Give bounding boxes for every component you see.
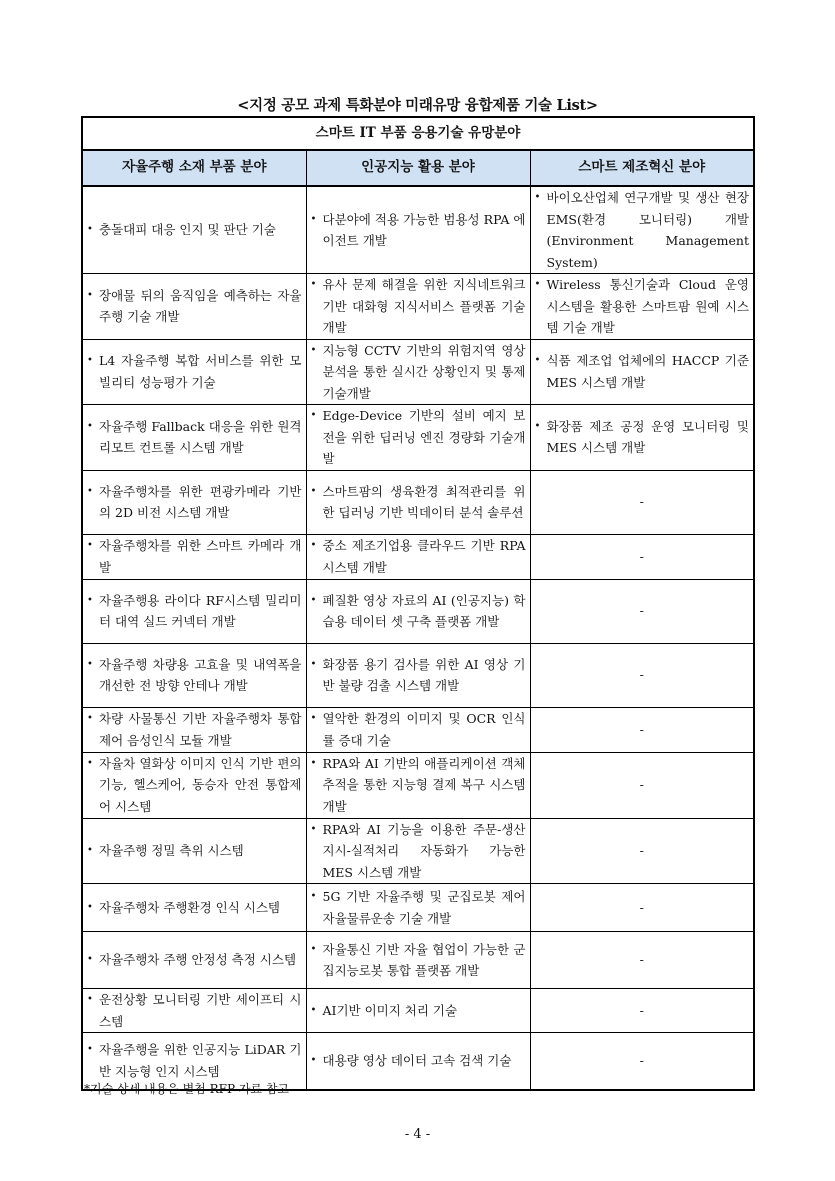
cell-ai	[306, 405, 530, 471]
cell-text: 유사 문제 해결을 위한 지식네트워크 기반 대화형 지식서비스 플랫폼 기술개발	[322, 277, 526, 335]
cell-text: 장애물 뒤의 움직임을 예측하는 자율주행 기술 개발	[99, 287, 302, 325]
column-header-autonomous: 자율주행 소재 부품 분야	[82, 150, 306, 186]
cell-ai	[306, 579, 530, 643]
cell-smart-manufacturing: -	[530, 989, 754, 1033]
cell-content	[87, 840, 302, 862]
table-row	[82, 884, 754, 932]
cell-ai	[306, 534, 530, 579]
cell-text: 자율주행차를 위한 편광카메라 기반의 2D 비전 시스템 개발	[99, 483, 302, 520]
cell-text: 지능형 CCTV 기반의 위험지역 영상분석을 통한 실시간 상황인지 및 통제 기술개발	[322, 342, 526, 401]
cell-text: 5G 기반 자율주행 및 군집로봇 제어 자율물류운송 기술 개발	[322, 889, 526, 926]
bullet-icon: •	[310, 891, 317, 902]
cell-content	[535, 274, 750, 339]
bullet-icon: •	[87, 420, 93, 432]
cell-content	[311, 1000, 526, 1022]
bullet-icon: •	[87, 757, 93, 769]
cell-text: 중소 제조기업용 클라우드 기반 RPA 시스템 개발	[322, 538, 526, 575]
cell-text: 차량 사물통신 기반 자율주행차 통합제어 음성인식 모듈 개발	[99, 711, 302, 748]
cell-text: 자율주행용 라이다 RF시스템 밀리미터 대역 실드 커넥터 개발	[99, 592, 302, 629]
bullet-icon: •	[87, 540, 93, 551]
cell-content	[535, 350, 750, 393]
bullet-icon: •	[310, 658, 317, 670]
cell-smart-manufacturing: -	[530, 579, 754, 643]
cell-content	[311, 209, 526, 252]
cell-smart-manufacturing	[530, 274, 754, 340]
cell-ai	[306, 1033, 530, 1090]
cell-text: 충돌대피 대응 인지 및 판단 기술	[99, 222, 276, 238]
cell-text: L4 자율주행 복합 서비스를 위한 모빌리티 성능평가 기술	[99, 353, 302, 390]
cell-content	[87, 219, 302, 241]
bullet-icon: •	[310, 344, 317, 356]
bullet-icon: •	[310, 757, 317, 769]
cell-autonomous	[82, 579, 306, 643]
bullet-icon: •	[87, 954, 93, 966]
cell-autonomous	[82, 534, 306, 579]
bullet-icon: •	[534, 192, 541, 203]
cell-content	[87, 285, 302, 328]
table-row	[82, 405, 754, 471]
cell-smart-manufacturing: -	[530, 534, 754, 579]
cell-smart-manufacturing	[530, 186, 754, 274]
bullet-icon: •	[87, 845, 93, 856]
cell-ai	[306, 752, 530, 818]
table-row	[82, 932, 754, 989]
cell-autonomous	[82, 186, 306, 274]
bullet-icon: •	[87, 594, 93, 606]
footnote: *기술 상세 내용은 별첨 RFP 자료 참고	[84, 1082, 290, 1096]
table-row	[82, 707, 754, 752]
cell-content	[87, 416, 302, 459]
cell-autonomous	[82, 989, 306, 1033]
cell-content	[87, 753, 302, 818]
column-header-smart-manufacturing: 스마트 제조혁신 분야	[530, 150, 754, 186]
cell-content	[87, 590, 302, 633]
cell-text: 운전상황 모니터링 기반 세이프티 시스템	[99, 992, 302, 1029]
cell-autonomous	[82, 643, 306, 707]
cell-text: Wireless 통신기술과 Cloud 운영 시스템을 활용한 스마트팜 원예 시스템 기술 개발	[546, 277, 750, 335]
cell-autonomous	[82, 470, 306, 534]
cell-smart-manufacturing: -	[530, 643, 754, 707]
cell-text: 화장품 제조 공정 운영 모니터링 및 MES 시스템 개발	[546, 418, 750, 456]
table-body	[82, 186, 754, 1090]
bullet-icon: •	[310, 540, 317, 551]
bullet-icon: •	[87, 355, 93, 367]
cell-smart-manufacturing: -	[530, 932, 754, 989]
cell-text: 자율주행차를 위한 스마트 카메라 개발	[99, 538, 302, 575]
cell-autonomous	[82, 274, 306, 340]
cell-content	[311, 708, 526, 751]
cell-content	[311, 819, 526, 884]
cell-text: 자율주행차 주행 안정성 측정 시스템	[99, 952, 297, 968]
cell-text: RPA와 AI 기반의 애플리케이션 객체추적을 통한 지능형 결제 복구 시스템 개발	[322, 755, 526, 814]
cell-content	[87, 897, 302, 919]
table-row	[82, 643, 754, 707]
bullet-icon: •	[310, 713, 317, 724]
cell-smart-manufacturing: -	[530, 752, 754, 818]
cell-ai	[306, 932, 530, 989]
bullet-icon: •	[87, 713, 93, 724]
cell-autonomous	[82, 707, 306, 752]
cell-text: 폐질환 영상 자료의 AI (인공지능) 학습용 데이터 셋 구축 플랫폼 개발	[322, 592, 526, 629]
cell-autonomous	[82, 405, 306, 471]
bullet-icon: •	[310, 485, 317, 497]
cell-smart-manufacturing: -	[530, 884, 754, 932]
bullet-icon: •	[310, 213, 317, 225]
table-row	[82, 989, 754, 1033]
cell-autonomous	[82, 884, 306, 932]
bullet-icon: •	[87, 289, 93, 301]
cell-content	[87, 989, 302, 1032]
cell-content	[87, 708, 302, 751]
bullet-icon: •	[87, 994, 93, 1005]
cell-content	[311, 340, 526, 405]
cell-content	[311, 753, 526, 818]
table-row	[82, 752, 754, 818]
bullet-icon: •	[534, 355, 541, 367]
cell-ai	[306, 884, 530, 932]
table-row	[82, 579, 754, 643]
cell-smart-manufacturing: -	[530, 1033, 754, 1090]
cell-text: 자율주행차 주행환경 인식 시스템	[99, 899, 280, 915]
cell-content	[87, 535, 302, 578]
bullet-icon: •	[87, 224, 93, 236]
page-number: - 4 -	[404, 1127, 431, 1142]
cell-ai	[306, 186, 530, 274]
bullet-icon: •	[310, 823, 317, 835]
column-header-ai: 인공지능 활용 분야	[306, 150, 530, 186]
cell-text: 대용량 영상 데이터 고속 검색 기술	[322, 1053, 512, 1068]
cell-ai	[306, 989, 530, 1033]
cell-content	[311, 939, 526, 982]
cell-text: AI기반 이미지 처리 기술	[322, 1002, 458, 1018]
cell-autonomous	[82, 818, 306, 884]
bullet-icon: •	[310, 1004, 317, 1016]
cell-content	[311, 886, 526, 929]
table-row	[82, 339, 754, 405]
table-row	[82, 818, 754, 884]
bullet-icon: •	[534, 420, 541, 432]
cell-text: 스마트팜의 생육환경 최적관리를 위한 딥러닝 기반 빅데이터 분석 솔루션	[322, 483, 526, 520]
bullet-icon: •	[310, 279, 317, 290]
tech-list-table	[81, 116, 755, 1091]
bullet-icon: •	[534, 279, 541, 290]
section-header-row	[82, 117, 754, 150]
cell-text: 자율주행 차량용 고효율 및 내역폭을 개선한 전 방향 안테나 개발	[99, 656, 302, 693]
cell-text: 자율통신 기반 자율 협업이 가능한 군집지능로봇 통합 플랫폼 개발	[322, 941, 526, 978]
cell-ai	[306, 643, 530, 707]
cell-smart-manufacturing: -	[530, 470, 754, 534]
cell-content	[311, 654, 526, 697]
cell-text: 자율주행 정밀 측위 시스템	[99, 843, 244, 858]
bullet-icon: •	[310, 1055, 317, 1066]
cell-text: RPA와 AI 기능을 이용한 주문-생산 지시-실적처리 자동화가 가능한 MES 시스템 개발	[322, 821, 526, 880]
cell-text: Edge-Device 기반의 설비 예지 보전을 위한 딥러닝 엔진 경량화 기술개발	[322, 408, 526, 466]
cell-smart-manufacturing	[530, 405, 754, 471]
cell-autonomous	[82, 932, 306, 989]
cell-content	[535, 416, 750, 459]
cell-smart-manufacturing: -	[530, 707, 754, 752]
table-row	[82, 186, 754, 274]
column-header-row	[82, 150, 754, 186]
cell-ai	[306, 470, 530, 534]
cell-ai	[306, 339, 530, 405]
cell-text: 자율주행을 위한 인공지능 LiDAR 기반 지능형 인지 시스템	[99, 1042, 302, 1079]
table-row	[82, 534, 754, 579]
cell-content	[87, 654, 302, 697]
cell-smart-manufacturing: -	[530, 818, 754, 884]
cell-content	[87, 1039, 302, 1082]
bullet-icon: •	[87, 901, 93, 913]
cell-content	[311, 1050, 526, 1072]
cell-content	[311, 535, 526, 578]
cell-content	[311, 481, 526, 524]
cell-content	[535, 187, 750, 273]
cell-autonomous	[82, 339, 306, 405]
table-row	[82, 470, 754, 534]
cell-content	[87, 481, 302, 524]
bullet-icon: •	[310, 943, 317, 955]
cell-smart-manufacturing	[530, 339, 754, 405]
bullet-icon: •	[87, 1044, 93, 1056]
cell-content	[87, 350, 302, 393]
cell-text: 화장품 용기 검사를 위한 AI 영상 기반 불량 검출 시스템 개발	[322, 656, 526, 693]
cell-text: 열악한 환경의 이미지 및 OCR 인식률 증대 기술	[322, 711, 526, 748]
table-row	[82, 274, 754, 340]
cell-ai	[306, 274, 530, 340]
bullet-icon: •	[87, 658, 93, 670]
cell-content	[87, 949, 302, 971]
section-title: 스마트 IT 부품 응용기술 유망분야	[82, 117, 754, 150]
cell-autonomous	[82, 752, 306, 818]
cell-text: 바이오산업체 연구개발 및 생산 현장 EMS(환경 모니터링) 개발 (Environment Management System)	[546, 190, 750, 270]
bullet-icon: •	[87, 485, 93, 497]
bullet-icon: •	[310, 410, 317, 421]
cell-ai	[306, 707, 530, 752]
bullet-icon: •	[310, 594, 317, 606]
cell-content	[311, 274, 526, 339]
cell-text: 다분야에 적용 가능한 범용성 RPA 에이전트 개발	[322, 211, 526, 248]
cell-content	[311, 405, 526, 470]
cell-text: 자율주행 Fallback 대응을 위한 원격 리모트 컨트롤 시스템 개발	[99, 418, 302, 456]
cell-text: 식품 제조업 업체에의 HACCP 기준 MES 시스템 개발	[546, 353, 750, 390]
cell-text: 자율차 열화상 이미지 인식 기반 편의 기능, 헬스케어, 동승자 안전 통합제어 시스템	[99, 755, 302, 814]
cell-ai	[306, 818, 530, 884]
cell-content	[311, 590, 526, 633]
document-title: <지정 공모 과제 특화분야 미래유망 융합제품 기술 List>	[237, 97, 598, 114]
